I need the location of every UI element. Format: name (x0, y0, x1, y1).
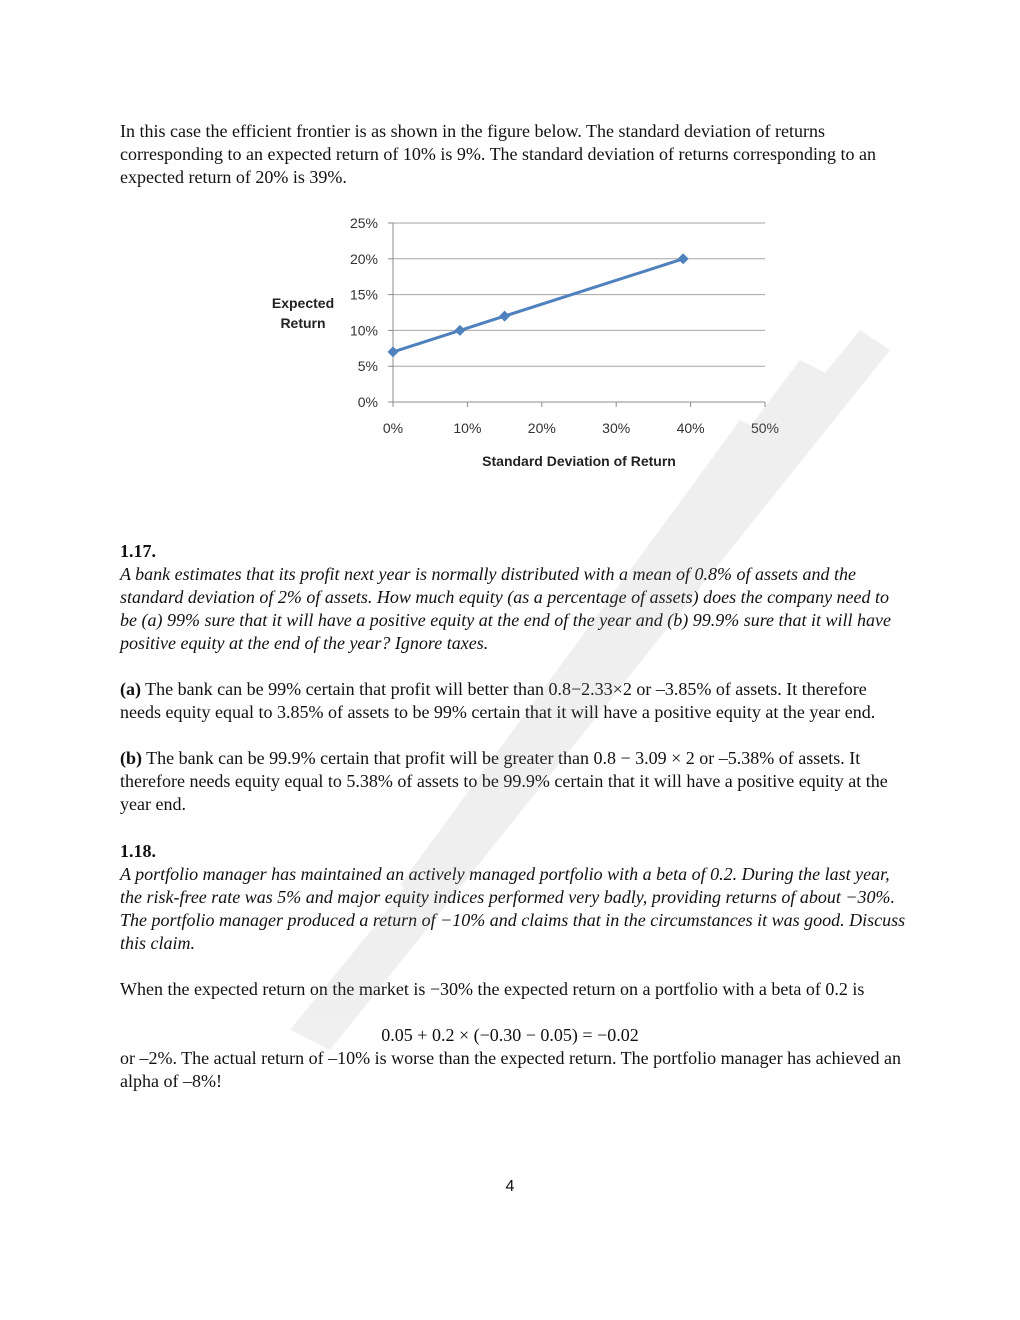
data-point (454, 325, 465, 336)
answer-1-18-formula: 0.05 + 0.2 × (−0.30 − 0.05) = −0.02 (381, 1025, 639, 1045)
question-1-17-number: 1.17. (120, 541, 156, 561)
intro-paragraph: In this case the efficient frontier is as shown in the figure below. The standard deviation of returns corresponding to an expected return of 10% is 9%. The standard deviation of returns corresponding to an expected return of 20% is 39%. (120, 121, 876, 187)
answer-1-18-conclusion: or –2%. The actual return of –10% is worse than the expected return. The portfolio manager has achieved an alpha of –8%! (120, 1048, 902, 1091)
x-axis-label: Standard Deviation of Return (482, 453, 676, 469)
data-point (499, 311, 510, 322)
answer-1-18-intro: When the expected return on the market is −30% the expected return on a portfolio with a beta of 0.2 is (120, 979, 865, 999)
question-1-18-text: A portfolio manager has maintained an actively managed portfolio with a beta of 0.2. During the last year, the risk-free rate was 5% and major equity indices performed very badly, providing returns of about −30%. The portfolio manager produced a return of −10% and claims that in the circumstances it was good. Discuss this claim. (120, 864, 906, 953)
part-b-label: (b) (120, 748, 142, 768)
question-1-18-number: 1.18. (120, 841, 156, 861)
x-tick-label: 20% (527, 420, 556, 436)
x-tick-label: 30% (602, 420, 631, 436)
x-tick-label: 40% (676, 420, 705, 436)
answer-1-17-a (120, 678, 910, 724)
y-tick-label: 20% (349, 250, 378, 267)
efficient-frontier-chart (0, 200, 1020, 490)
question-1-17-text: A bank estimates that its profit next year is normally distributed with a mean of 0.8% of assets and the standard deviation of 2% of assets. How much equity (as a percentage of assets) does the company need to be (a) 99% sure that it will have a positive equity at the end of the year and (b) 99.9% sure that it will have positive equity at the end of the year? Ignore taxes. (120, 564, 892, 653)
y-tick-label: 15% (349, 286, 378, 303)
x-tick-label: 50% (750, 420, 780, 436)
part-b-text: The bank can be 99.9% certain that profit will be greater than 0.8 − 3.09 × 2 or –5.38% of assets. It therefore needs equity equal to 5.38% of assets to be 99.9% certain that it will have a positive equity at the year end. (120, 748, 888, 814)
y-axis-label-line-2: Return (280, 315, 326, 331)
x-tick-label: 0% (382, 420, 404, 436)
part-a-label: (a) (120, 679, 141, 699)
y-tick-label: 10% (349, 322, 378, 339)
y-tick-label: 25% (349, 215, 378, 231)
x-tick-label: 10% (453, 420, 482, 436)
y-tick-label: 0% (357, 394, 378, 410)
answer-1-17-b (120, 747, 910, 816)
y-axis-label: Expected (271, 295, 335, 311)
data-point (678, 253, 689, 264)
y-tick-label: 5% (357, 358, 378, 375)
part-a-text: The bank can be 99% certain that profit will better than 0.8−2.33×2 or –3.85% of assets. It therefore needs equity equal to 3.85% of assets to be 99% certain that it will have a positive equity at the year end. (120, 679, 876, 722)
page-number: 4 (505, 1178, 515, 1195)
data-point (388, 346, 399, 357)
series-line (393, 259, 683, 352)
